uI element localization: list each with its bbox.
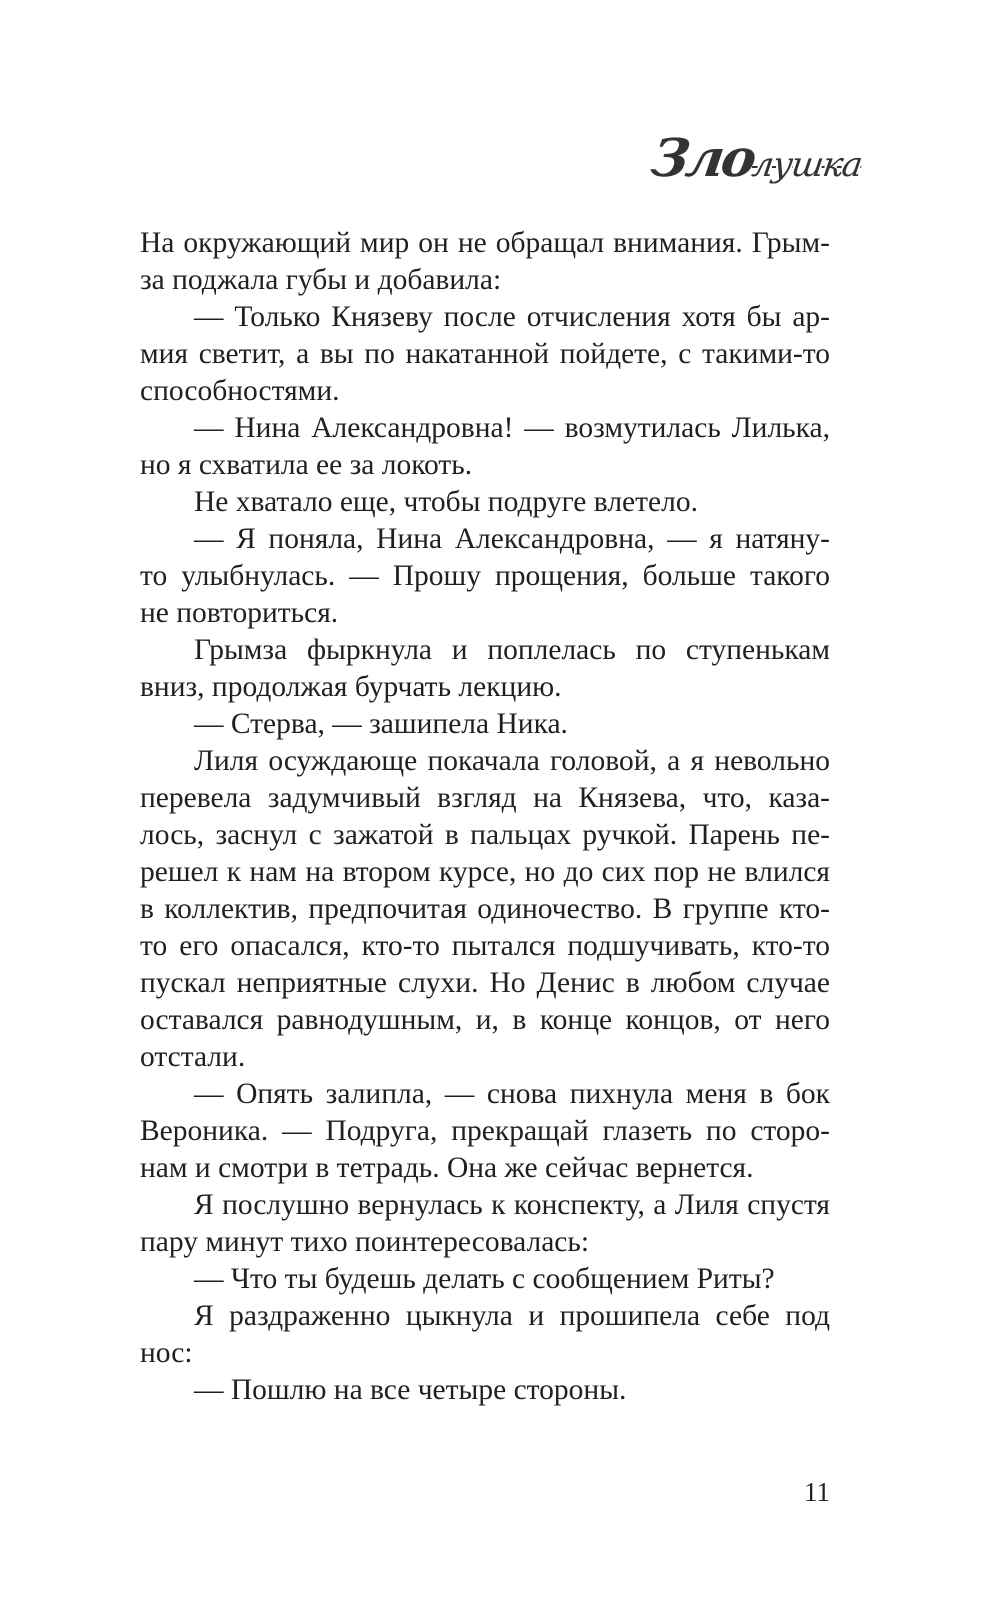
text-line: мия светит, а вы по накатанной пойдете, с такими-то (140, 338, 830, 370)
running-title (647, 128, 866, 189)
text-line: перевела задумчивый взгляд на Князева, что, каза- (140, 782, 830, 814)
text-line: вниз, продолжая бурчать лекцию. (140, 671, 562, 703)
text-line: — Только Князеву после отчисления хотя бы ар- (194, 301, 830, 333)
text-line: за поджала губы и добавила: (140, 264, 502, 296)
text-line: Лиля осуждающе покачала головой, а я невольно (194, 745, 830, 777)
text-line: но я схватила ее за локоть. (140, 449, 473, 481)
text-line: — Что ты будешь делать с сообщением Риты? (194, 1263, 775, 1295)
text-line: нам и смотри в тетрадь. Она же сейчас вернется. (140, 1152, 754, 1184)
text-line: Грымза фыркнула и поплелась по ступенькам (194, 634, 830, 666)
text-line: не повториться. (140, 597, 339, 629)
text-line: способностями. (140, 375, 340, 407)
text-line: — Стерва, — зашипела Ника. (194, 708, 568, 740)
text-line: пару минут тихо поинтересовалась: (140, 1226, 590, 1258)
text-line: отстали. (140, 1041, 246, 1073)
text-line: На окружающий мир он не обращал внимания. Грым- (140, 227, 830, 259)
text-line: Вероника. — Подруга, прекращай глазеть по сторо- (140, 1115, 830, 1147)
text-line: решел к нам на втором курсе, но до сих пор не влился (140, 856, 830, 888)
text-line: — Я поняла, Нина Александровна, — я натяну- (194, 523, 830, 555)
text-line: — Пошлю на все четыре стороны. (194, 1374, 627, 1406)
text-line: нос: (140, 1337, 193, 1369)
text-line: — Опять залипла, — снова пихнула меня в бок (194, 1078, 830, 1110)
text-line: оставался равнодушным, и, в конце концов, от него (140, 1004, 830, 1036)
text-line: в коллектив, предпочитая одиночество. В группе кто- (140, 893, 830, 925)
running-title-part-2: лушка (749, 145, 864, 185)
text-line: то его опасался, кто-то пытался подшучивать, кто-то (140, 930, 830, 962)
text-line: Я раздраженно цыкнула и прошипела себе под (194, 1300, 830, 1332)
text-line: пускал неприятные слухи. Но Денис в любом случае (140, 967, 830, 999)
text-line: Не хватало еще, чтобы подруге влетело. (194, 486, 698, 518)
page-number: 11 (804, 1477, 830, 1507)
text-line: — Нина Александровна! — возмутилась Лилька, (194, 412, 830, 444)
text-line: Я послушно вернулась к конспекту, а Лиля спустя (194, 1189, 830, 1221)
text-line: то улыбнулась. — Прошу прощения, больше такого (140, 560, 830, 592)
text-line: лось, заснул с зажатой в пальцах ручкой. Парень пе- (140, 819, 830, 851)
body-text (140, 225, 830, 1409)
running-title-part-1: Зло (647, 128, 758, 189)
